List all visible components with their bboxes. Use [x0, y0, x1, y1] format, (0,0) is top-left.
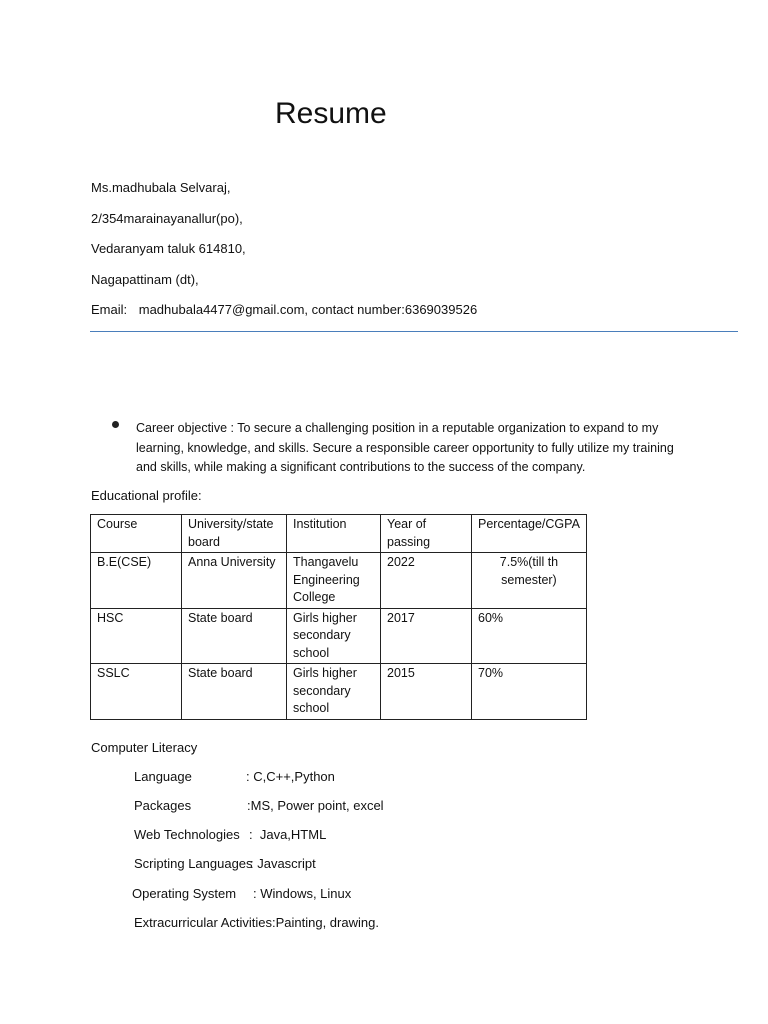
cell-university: State board — [182, 664, 287, 720]
computer-literacy-heading: Computer Literacy — [91, 740, 198, 755]
literacy-value-os: : Windows, Linux — [253, 886, 352, 901]
address-line-3: Nagapattinam (dt), — [91, 272, 199, 287]
education-heading: Educational profile: — [91, 488, 202, 503]
literacy-value-scripting: : Javascript — [250, 856, 316, 871]
contact-name: Ms.madhubala Selvaraj, — [91, 180, 231, 195]
cell-institution: Girls higher secondary school — [287, 664, 381, 720]
cell-university: State board — [182, 608, 287, 664]
literacy-label-os: Operating System — [132, 886, 237, 901]
cell-course: HSC — [91, 608, 182, 664]
career-objective: Career objective : To secure a challenging position in a reputable organization to expand to my learning, knowledge, and skills. Secure a responsible career opportunity to fully utilize my training and skills, while making a significant contributions to the success of the company. — [136, 421, 674, 474]
table-row — [91, 664, 587, 720]
horizontal-divider — [90, 331, 738, 332]
cell-percentage: 60% — [472, 608, 587, 664]
table-row — [91, 608, 587, 664]
literacy-value-language: : C,C++,Python — [246, 769, 335, 784]
table-row — [91, 553, 587, 609]
table-header-row — [91, 515, 587, 553]
cell-institution: Thangavelu Engineering College — [287, 553, 381, 609]
page-title: Resume — [275, 97, 387, 130]
address-line-1: 2/354marainayanallur(po), — [91, 211, 243, 226]
literacy-value-packages: :MS, Power point, excel — [247, 798, 384, 813]
email-and-phone: madhubala4477@gmail.com, contact number:6369039526 — [138, 302, 478, 317]
cell-year: 2022 — [381, 553, 472, 609]
header-percentage: Percentage/CGPA — [472, 515, 587, 553]
header-year: Year of passing — [381, 515, 472, 553]
address-line-2: Vedaranyam taluk 614810, — [91, 241, 246, 256]
literacy-label-web: Web Technologies — [134, 827, 240, 842]
header-university: University/state board — [182, 515, 287, 553]
cell-year: 2017 — [381, 608, 472, 664]
extracurricular-activities: Extracurricular Activities:Painting, drawing. — [134, 915, 379, 930]
header-course: Course — [91, 515, 182, 553]
email-label: Email: — [91, 302, 128, 317]
cell-university: Anna University — [182, 553, 287, 609]
literacy-label-language: Language — [134, 769, 192, 784]
cell-percentage: 7.5%(till th semester) — [472, 553, 587, 609]
bullet-icon — [112, 421, 119, 428]
education-table — [90, 514, 587, 720]
literacy-label-scripting: Scripting Languages — [134, 856, 253, 871]
cell-percentage: 70% — [472, 664, 587, 720]
cell-institution: Girls higher secondary school — [287, 608, 381, 664]
literacy-value-web: : Java,HTML — [249, 827, 327, 842]
cell-course: SSLC — [91, 664, 182, 720]
cell-year: 2015 — [381, 664, 472, 720]
literacy-label-packages: Packages — [134, 798, 192, 813]
contact-email-line — [91, 302, 477, 318]
header-institution: Institution — [287, 515, 381, 553]
cell-course: B.E(CSE) — [91, 553, 182, 609]
